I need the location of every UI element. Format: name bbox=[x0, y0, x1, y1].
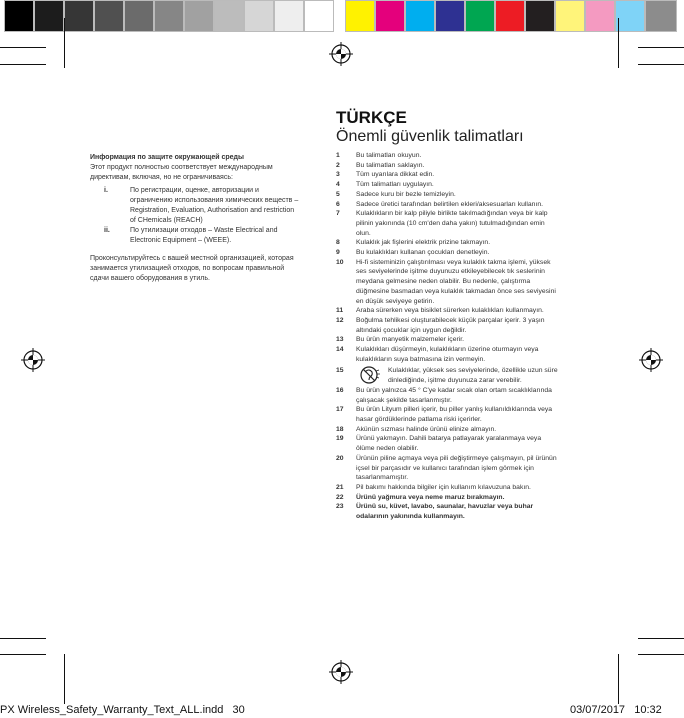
instruction-text: Sadece kuru bir bezle temizleyin. bbox=[356, 190, 456, 198]
instruction-item bbox=[336, 405, 558, 424]
instruction-number: 14 bbox=[336, 346, 344, 354]
instruction-text: Bu talimatları okuyun. bbox=[356, 152, 422, 159]
instruction-number: 7 bbox=[336, 210, 340, 218]
instruction-number: 23 bbox=[336, 503, 344, 511]
color-swatch bbox=[435, 0, 465, 32]
instruction-text: Kulaklıklar, yüksek ses seviyelerinde, özellikle uzun süre dinlediğinde, işitme duyunuza zarar verebilir. bbox=[388, 367, 558, 385]
instruction-item bbox=[336, 258, 558, 307]
instruction-number: 21 bbox=[336, 483, 344, 491]
time: 10:32 bbox=[634, 704, 662, 716]
russian-item-text: По утилизации отходов – Waste Electrical and Electronic Equipment – (WEEE). bbox=[130, 227, 278, 244]
date-stamp bbox=[570, 704, 662, 716]
color-swatch bbox=[94, 0, 124, 32]
color-swatch bbox=[345, 0, 375, 32]
instruction-text: Hi-fi sisteminizin çalıştırılması veya kulaklık takma işlemi, yüksek ses seviyelerinde işitme duyunuzu etkileyebilecek tık seslerinin meydana gelmesine neden olabilir. Bu nedenle, çalıştırma düğmesine basmadan veya kulaklık takmadan önce ses seviyesini en düşük seviyeye getirin. bbox=[356, 258, 556, 305]
crop-mark bbox=[618, 654, 619, 704]
color-swatch bbox=[4, 0, 34, 32]
russian-intro: Этот продукт полностью соответствует международным директивам, включая, но не ограничиваясь: bbox=[90, 164, 273, 181]
russian-item-label: ii. bbox=[104, 227, 110, 234]
instruction-number: 11 bbox=[336, 307, 344, 315]
russian-list-item bbox=[90, 226, 300, 246]
instruction-item bbox=[336, 434, 558, 453]
russian-list-item bbox=[90, 186, 300, 226]
color-swatch bbox=[244, 0, 274, 32]
russian-title: Информация по защите окружающей среды bbox=[90, 154, 244, 161]
instruction-item bbox=[336, 454, 558, 483]
color-swatch bbox=[585, 0, 615, 32]
color-swatch bbox=[555, 0, 585, 32]
instruction-text: Bu ürün Lityum pilleri içerir, bu piller yanlış kullanıldıklarında veya hasar gördüklerinde patlama riski içerirler. bbox=[356, 406, 553, 423]
instruction-number: 10 bbox=[336, 258, 344, 266]
color-swatch bbox=[495, 0, 525, 32]
instruction-item bbox=[336, 335, 558, 345]
color-swatch bbox=[34, 0, 64, 32]
crop-mark bbox=[638, 64, 684, 65]
color-calibration-bar bbox=[0, 0, 684, 32]
color-swatch bbox=[615, 0, 645, 32]
instruction-number: 13 bbox=[336, 336, 344, 344]
instruction-text: Bu ürün manyetik malzemeler içerir. bbox=[356, 336, 465, 344]
instruction-number: 18 bbox=[336, 425, 344, 433]
instruction-text: Bu talimatları saklayın. bbox=[356, 161, 425, 169]
instruction-item bbox=[336, 151, 558, 161]
instruction-item bbox=[336, 316, 558, 335]
instruction-number: 17 bbox=[336, 406, 344, 414]
instruction-item bbox=[336, 200, 558, 210]
instruction-text: Boğulma tehlikesi oluşturabilecek küçük parçalar içerir. 3 yaşın altındaki çocuklar için uygun değildir. bbox=[356, 316, 545, 334]
instruction-item bbox=[336, 502, 558, 521]
color-swatch bbox=[304, 0, 334, 32]
instruction-number: 15 bbox=[336, 367, 344, 375]
instruction-text: Pil bakımı hakkında bilgiler için kullanım kılavuzuna bakın. bbox=[356, 483, 531, 491]
crop-mark bbox=[64, 654, 65, 704]
instruction-number: 19 bbox=[336, 435, 344, 443]
crop-mark bbox=[618, 18, 619, 68]
color-swatch bbox=[184, 0, 214, 32]
instruction-item bbox=[336, 345, 558, 364]
instruction-number: 12 bbox=[336, 316, 344, 324]
crop-mark bbox=[638, 47, 684, 48]
safety-instructions-list bbox=[336, 151, 558, 522]
date: 03/07/2017 bbox=[570, 704, 626, 716]
registration-mark-icon bbox=[21, 348, 45, 372]
instruction-item bbox=[336, 483, 558, 493]
instruction-number: 3 bbox=[336, 171, 340, 179]
instruction-number: 8 bbox=[336, 239, 340, 247]
instruction-item bbox=[336, 161, 558, 171]
instruction-number: 2 bbox=[336, 161, 340, 169]
instruction-number: 1 bbox=[336, 152, 340, 159]
instruction-text: Ürünü su, küvet, lavabo, saunalar, havuzlar veya buhar odalarının yakınında kullanmayın. bbox=[356, 503, 534, 521]
russian-item-label: i. bbox=[104, 187, 108, 194]
instruction-text: Ürünün piline açmaya veya pili değiştirmeye çalışmayın, pil ürünün içsel bir parçasıdır ve kullanıcı tarafından işlem görmek için tasarlanmamıştır. bbox=[356, 454, 557, 482]
color-swatch bbox=[465, 0, 495, 32]
color-swatch bbox=[645, 0, 677, 32]
color-swatch bbox=[525, 0, 555, 32]
instruction-text: Bu kulaklıkları kullanan çocukları denetleyin. bbox=[356, 249, 490, 257]
instruction-text: Kulaklık jak fişlerini elektrik prizine takmayın. bbox=[356, 239, 491, 247]
instruction-item bbox=[336, 190, 558, 200]
instruction-number: 22 bbox=[336, 493, 344, 501]
color-swatch bbox=[154, 0, 184, 32]
instruction-number: 4 bbox=[336, 181, 340, 189]
instruction-item bbox=[336, 209, 558, 238]
instruction-text: Araba sürerken veya bisiklet sürerken kulaklıkları kullanmayın. bbox=[356, 307, 544, 315]
language-heading: TÜRKÇE bbox=[336, 108, 407, 127]
instruction-text: Kulaklıkların bir kalp piliyle birlikte takılmadığından veya bir kalp pilinin yakınında (10 cm'den daha yakın) tutulmadığından emin olun. bbox=[356, 210, 548, 237]
russian-environment-section bbox=[90, 153, 300, 284]
safety-instructions-heading: Önemli güvenlik talimatları bbox=[336, 128, 524, 145]
instruction-item bbox=[336, 493, 558, 503]
instruction-number: 16 bbox=[336, 386, 344, 394]
instruction-number: 9 bbox=[336, 249, 340, 257]
instruction-item bbox=[336, 248, 558, 258]
crop-mark bbox=[0, 64, 46, 65]
instruction-item bbox=[336, 425, 558, 435]
instruction-body bbox=[356, 366, 558, 385]
color-swatch bbox=[405, 0, 435, 32]
crop-mark bbox=[0, 47, 46, 48]
registration-mark-icon bbox=[329, 660, 353, 684]
hearing-damage-warning-icon bbox=[356, 366, 382, 384]
crop-mark bbox=[0, 638, 46, 639]
instruction-item bbox=[336, 238, 558, 248]
instruction-number: 6 bbox=[336, 200, 340, 208]
turkish-header bbox=[336, 108, 524, 146]
instruction-item bbox=[336, 180, 558, 190]
page-number: 30 bbox=[232, 704, 245, 716]
instruction-text: Kulaklıkları düşürmeyin, kulaklıkların üzerine oturmayın veya kulaklıkların suya batmasına izin vermeyin. bbox=[356, 346, 539, 363]
crop-mark bbox=[0, 654, 46, 655]
instruction-text: Tüm uyarılara dikkat edin. bbox=[356, 171, 435, 179]
instruction-item bbox=[336, 366, 558, 385]
instruction-text: Sadece üretici tarafından belirtilen ekleri/aksesuarları kullanın. bbox=[356, 200, 544, 208]
color-swatch bbox=[375, 0, 405, 32]
instruction-text: Ürünü yakmayın. Dahili batarya patlayarak yaralanmaya veya ölüme neden olabilir. bbox=[356, 435, 542, 453]
instruction-text: Ürünü yağmura veya neme maruz bırakmayın. bbox=[356, 493, 505, 501]
registration-mark-icon bbox=[329, 42, 353, 66]
file-slug bbox=[0, 704, 245, 716]
crop-mark bbox=[638, 654, 684, 655]
instruction-text: Bu ürün yalnızca 45 ° C'ye kadar sıcak olan ortam sıcaklıklarında çalışacak şekilde tasarlanmıştır. bbox=[356, 386, 552, 404]
instruction-text: Tüm talimatları uygulayın. bbox=[356, 181, 434, 189]
instruction-text: Akünün sızması halinde ürünü elinize almayın. bbox=[356, 425, 497, 433]
color-swatch bbox=[124, 0, 154, 32]
instruction-item bbox=[336, 306, 558, 316]
instruction-item bbox=[336, 170, 558, 180]
color-swatch bbox=[64, 0, 94, 32]
color-swatch bbox=[274, 0, 304, 32]
file-name: PX Wireless_Safety_Warranty_Text_ALL.indd bbox=[0, 704, 224, 716]
russian-item-text: По регистрации, оценке, авторизации и ограничению использования химических веществ – Registration, Evaluation, Authorisation and restriction of CHemicals (REACH) bbox=[130, 187, 299, 224]
color-swatch bbox=[214, 0, 244, 32]
registration-mark-icon bbox=[639, 348, 663, 372]
instruction-number: 20 bbox=[336, 454, 344, 462]
instruction-number: 5 bbox=[336, 190, 340, 198]
instruction-item bbox=[336, 386, 558, 405]
crop-mark bbox=[64, 18, 65, 68]
crop-mark bbox=[638, 638, 684, 639]
russian-paragraph: Проконсультируйтесь с вашей местной организацией, которая занимается утилизацией отходов, по вопросам правильной сдачи вашего оборудования в утиль. bbox=[90, 255, 294, 282]
